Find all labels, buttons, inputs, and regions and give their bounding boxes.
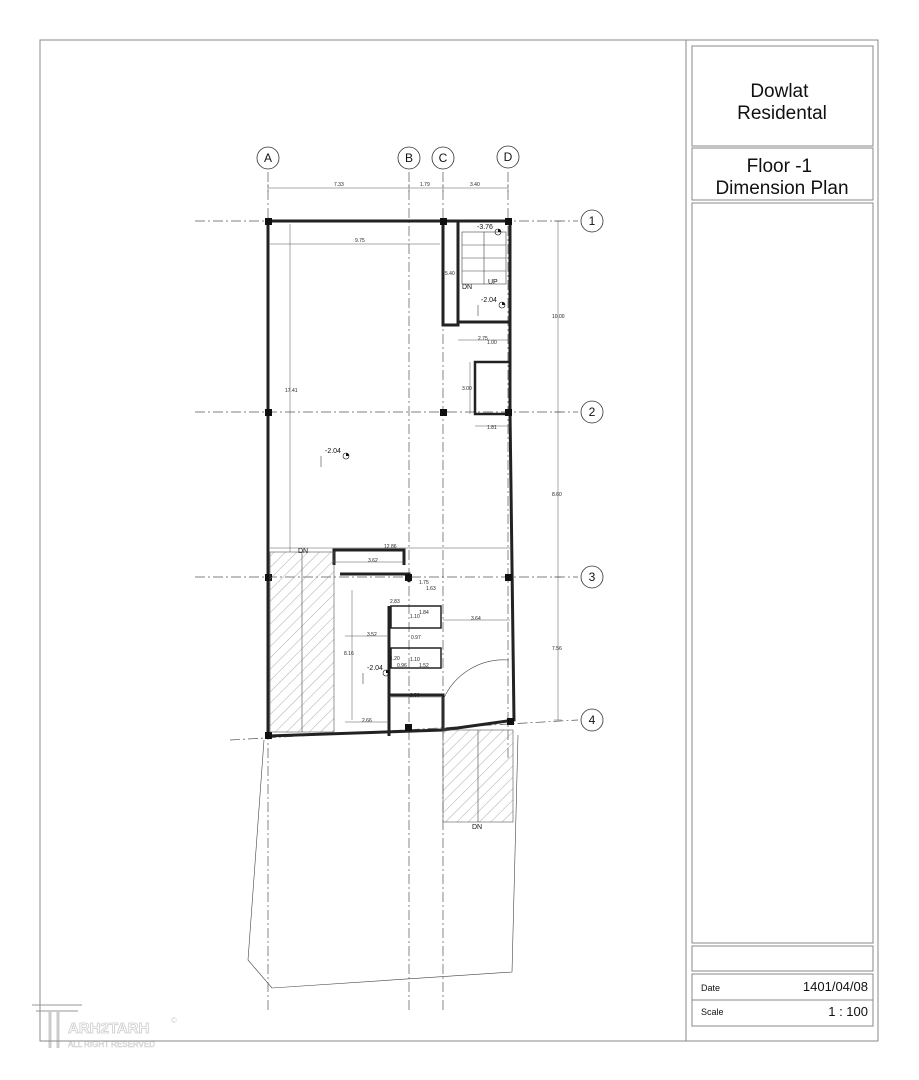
dimensions-stair-width: 2.75 [478, 336, 488, 342]
dimensions-wc-g: 1.52 [419, 663, 429, 669]
dimensions-overall-depth: 17.41 [285, 388, 298, 394]
dimensions-shaft-width: 1.81 [487, 425, 497, 431]
levels-main-floor: -2.04 [325, 448, 341, 455]
notes-up: UP [488, 279, 498, 286]
grid-rows-3: 4 [588, 713, 596, 727]
dimensions-wc-a: 1.84 [419, 610, 429, 616]
dimensions-lower-width: 12.86 [384, 544, 397, 550]
dimensions-col-cd: 3.40 [470, 182, 480, 188]
logo-copyright-mark: © [171, 1016, 177, 1025]
dimensions-wc-b: 1.10 [410, 614, 420, 620]
dimensions-d1: 1.75 [419, 580, 429, 586]
date-value: 1401/04/08 [802, 979, 868, 994]
top-dimension-chain [268, 182, 508, 192]
level-marker-main [321, 448, 349, 467]
dimensions-d6: 8.16 [344, 651, 354, 657]
dimensions-row-12: 10.00 [552, 314, 565, 320]
logo-rights: ALL RIGHT RESERVED [68, 1040, 155, 1049]
dimensions-col-ab: 7.33 [334, 182, 344, 188]
dimensions-shaft-depth: 3.00 [462, 386, 472, 392]
levels-landing: -2.04 [481, 297, 497, 304]
level-marker-stair [477, 224, 501, 235]
dimensions-wc-d: 1.20 [390, 656, 400, 662]
grid-columns-1: B [404, 151, 414, 165]
dimensions-d8: 2.66 [362, 718, 372, 724]
levels-lower-room: -2.04 [367, 665, 383, 672]
dimensions-row-23: 8.60 [552, 492, 562, 498]
project-name [737, 81, 827, 124]
dimensions-d5: 3.64 [471, 616, 481, 622]
scale-value: 1 : 100 [828, 1004, 868, 1019]
logo-brand: ARH2TARH [68, 1020, 150, 1037]
grid-bubble-d [497, 146, 519, 168]
grid-bubble-3 [581, 566, 603, 588]
dimensions-row-34: 7.56 [552, 646, 562, 652]
dimensions-d7: 2.50 [410, 693, 420, 699]
sheet-title-line-2: Dimension Plan [715, 178, 849, 199]
date-label: Date [701, 983, 721, 993]
sheet-title-line-1: Floor -1 [746, 156, 813, 177]
right-dimension-chain [552, 221, 565, 720]
dimensions-d2: 1.63 [426, 586, 436, 592]
grid-bubble-2 [581, 401, 603, 423]
title-block [686, 40, 873, 1041]
dimensions-wc-f: 0.96 [397, 663, 407, 669]
ramp-lower [443, 730, 513, 822]
grid-columns-2: C [438, 151, 448, 165]
grid-rows-1: 2 [588, 405, 596, 419]
grid-bubble-b [398, 147, 420, 169]
dimensions-d3: 2.83 [390, 599, 400, 605]
ramp-dn-bottom: DN [472, 824, 483, 831]
levels-stair-top: -3.76 [477, 224, 493, 231]
dimensions-stair-depth: 5.40 [445, 271, 455, 277]
grid-bubble-4 [581, 709, 603, 731]
sheet-title [715, 156, 848, 199]
grid-bubble-1 [581, 210, 603, 232]
grid-columns-0: A [263, 151, 273, 165]
dimensions-overall-width: 9.75 [355, 238, 365, 244]
dimensions-wc-c: 0.97 [411, 635, 421, 641]
dimensions-d4: 3.52 [367, 632, 377, 638]
stair [462, 232, 506, 291]
level-marker-lower [363, 665, 389, 684]
dimensions-wc-e: 1.10 [410, 657, 420, 663]
level-marker-landing [478, 297, 505, 316]
grid-axes [195, 172, 578, 1010]
entrance-door [443, 660, 509, 730]
grid-bubble-c [432, 147, 454, 169]
dimensions-door-width: 1.00 [487, 340, 497, 346]
notes-dn-stair: DN [462, 284, 473, 291]
project-name-line-1: Dowlat [750, 81, 809, 102]
grid-rows-0: 1 [588, 214, 596, 228]
project-name-line-2: Residental [737, 103, 827, 124]
ramp-left [270, 552, 334, 732]
grid-columns-3: D [503, 150, 513, 164]
grid-rows-2: 3 [588, 570, 596, 584]
grid-bubble-a [257, 147, 279, 169]
dimensions-ramp-offset: 3.62 [368, 558, 378, 564]
watermark-logo [32, 1005, 177, 1049]
scale-label: Scale [701, 1007, 724, 1017]
ramp-dn-top: DN [298, 548, 309, 555]
dimensions-col-bc: 1.79 [420, 182, 430, 188]
